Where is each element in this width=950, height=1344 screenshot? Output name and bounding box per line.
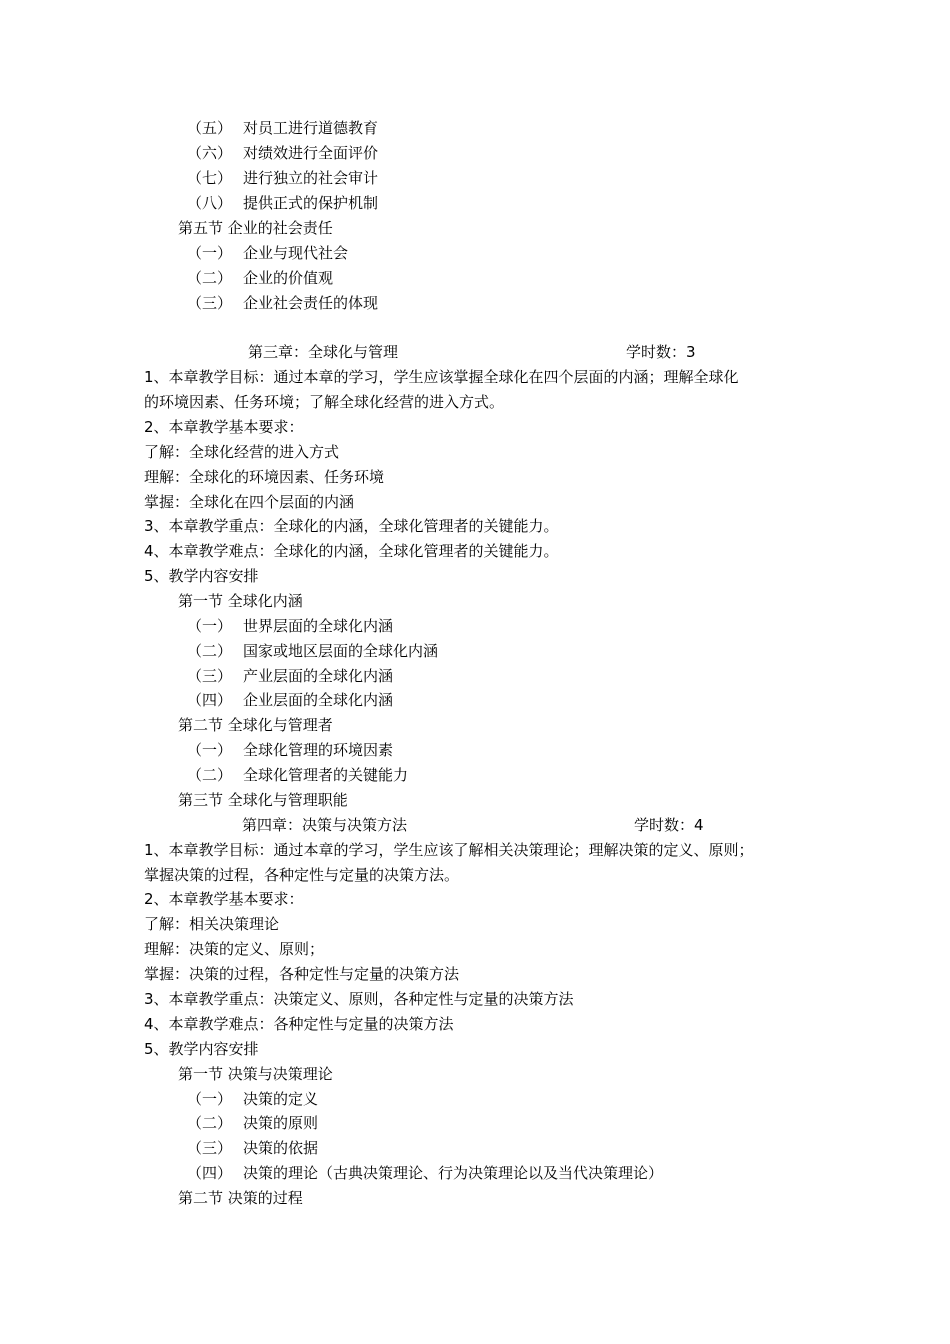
requirements-heading: 2、本章教学基本要求：	[144, 418, 304, 436]
teaching-goal: 1、本章教学目标：通过本章的学习，学生应该了解相关决策理论；理解决策的定义、原则；	[144, 841, 754, 859]
list-item: （四） 企业层面的全球化内涵	[187, 691, 394, 709]
section-title: 第五节 企业的社会责任	[178, 219, 333, 237]
requirement-know: 了解：全球化经营的进入方式	[144, 443, 340, 461]
list-item: （二） 决策的原则	[187, 1114, 319, 1132]
requirements-heading: 2、本章教学基本要求：	[144, 890, 304, 908]
requirement-understand: 理解：决策的定义、原则；	[144, 940, 325, 958]
requirement-understand: 理解：全球化的环境因素、任务环境	[144, 468, 385, 486]
teaching-goal-cont: 掌握决策的过程，各种定性与定量的决策方法。	[144, 866, 460, 884]
chapter-hours: 学时数：4	[634, 816, 704, 834]
list-item: （四） 决策的理论（古典决策理论、行为决策理论以及当代决策理论）	[187, 1164, 664, 1182]
list-item: （一） 决策的定义	[187, 1090, 319, 1108]
list-item: （一） 世界层面的全球化内涵	[187, 617, 394, 635]
list-item: （五） 对员工进行道德教育	[187, 119, 379, 137]
requirement-master: 掌握：全球化在四个层面的内涵	[144, 493, 355, 511]
list-item: （八） 提供正式的保护机制	[187, 194, 379, 212]
content-arrangement: 5、教学内容安排	[144, 567, 259, 585]
difficult-points: 4、本章教学难点：各种定性与定量的决策方法	[144, 1015, 454, 1033]
list-item: （二） 全球化管理者的关键能力	[187, 766, 409, 784]
list-item: （三） 企业社会责任的体现	[187, 294, 379, 312]
list-item: （一） 企业与现代社会	[187, 244, 349, 262]
list-item: （一） 全球化管理的环境因素	[187, 741, 394, 759]
chapter-title: 第三章：全球化与管理	[248, 343, 399, 361]
requirement-master: 掌握：决策的过程，各种定性与定量的决策方法	[144, 965, 460, 983]
content-arrangement: 5、教学内容安排	[144, 1040, 259, 1058]
list-item: （七） 进行独立的社会审计	[187, 169, 379, 187]
requirement-know: 了解：相关决策理论	[144, 915, 280, 933]
chapter-title: 第四章：决策与决策方法	[242, 816, 408, 834]
chapter-hours: 学时数：3	[626, 343, 696, 361]
section-title: 第二节 全球化与管理者	[178, 716, 333, 734]
list-item: （二） 国家或地区层面的全球化内涵	[187, 642, 439, 660]
difficult-points: 4、本章教学难点：全球化的内涵，全球化管理者的关键能力。	[144, 542, 559, 560]
key-points: 3、本章教学重点：决策定义、原则，各种定性与定量的决策方法	[144, 990, 574, 1008]
teaching-goal-cont: 的环境因素、任务环境；了解全球化经营的进入方式。	[144, 393, 505, 411]
list-item: （三） 产业层面的全球化内涵	[187, 667, 394, 685]
list-item: （三） 决策的依据	[187, 1139, 319, 1157]
list-item: （二） 企业的价值观	[187, 269, 334, 287]
list-item: （六） 对绩效进行全面评价	[187, 144, 379, 162]
section-title: 第三节 全球化与管理职能	[178, 791, 348, 809]
section-title: 第一节 全球化内涵	[178, 592, 303, 610]
section-title: 第一节 决策与决策理论	[178, 1065, 333, 1083]
key-points: 3、本章教学重点：全球化的内涵，全球化管理者的关键能力。	[144, 517, 559, 535]
teaching-goal: 1、本章教学目标：通过本章的学习，学生应该掌握全球化在四个层面的内涵；理解全球化	[144, 368, 739, 386]
section-title: 第二节 决策的过程	[178, 1189, 303, 1207]
